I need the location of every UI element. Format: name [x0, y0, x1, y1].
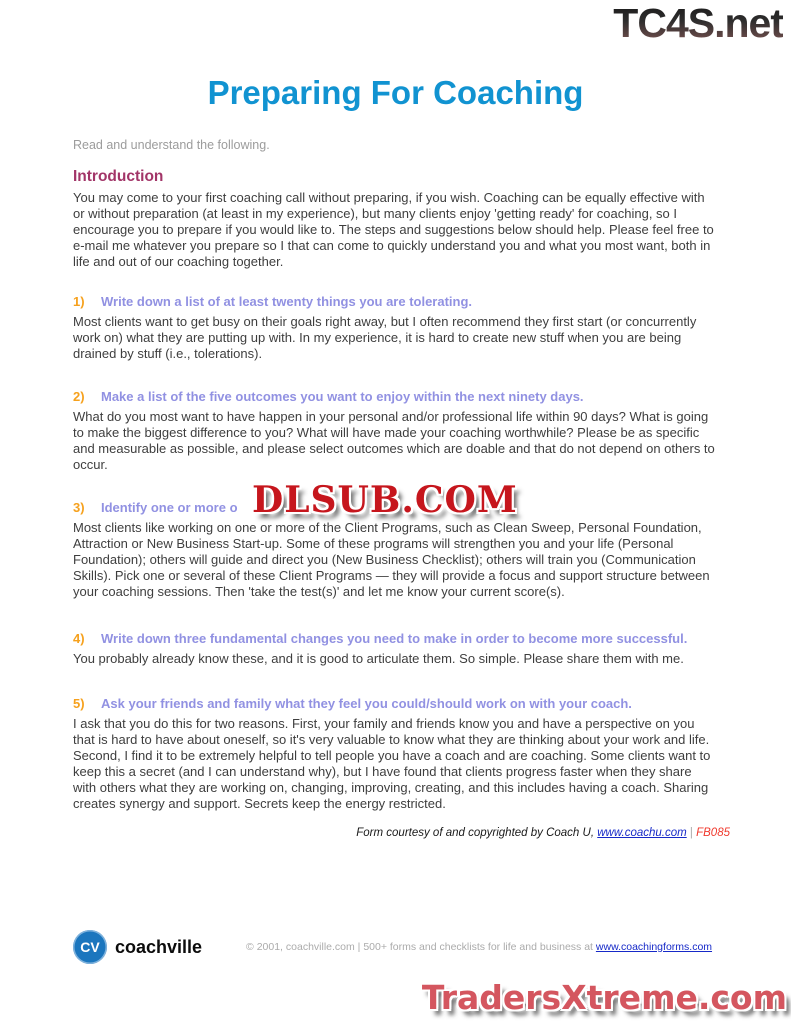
item-2-heading: [73, 388, 718, 405]
item-4-number: 4): [73, 631, 85, 646]
introduction-heading: Introduction: [73, 168, 164, 185]
footer-copy-text: © 2001, coachville.com | 500+ forms and checklists for life and business at: [246, 941, 596, 953]
tc4s-logo: TC4S.net: [613, 0, 783, 46]
list-item-4: [73, 630, 718, 667]
item-4-paragraph: You probably already know these, and it is good to articulate them. So simple. Please share them with me.: [73, 651, 684, 666]
instruction-note: Read and understand the following.: [73, 138, 270, 152]
item-2-heading-text: Make a list of the five outcomes you want to enjoy within the next ninety days.: [101, 389, 584, 404]
item-1-number: 1): [73, 294, 85, 309]
footer: [73, 930, 731, 964]
item-1-heading-text: Write down a list of at least twenty things you are tolerating.: [101, 294, 473, 309]
page-title: Preparing For Coaching: [207, 74, 584, 111]
dlsub-watermark: DLSUB.COM: [252, 479, 518, 521]
list-item-2: [73, 388, 718, 473]
item-2-paragraph: What do you most want to have happen in your personal and/or professional life within 90 days? What is going to make the biggest difference to you? What will have made your coaching worthwhile? Please be as specific and measurable as possible, and please select outcomes which are doable and that do not depend on others to occur.: [73, 409, 715, 472]
item-5-heading: [73, 695, 718, 712]
coachville-logo-icon: CV: [73, 930, 107, 964]
item-3-number: 3): [73, 500, 85, 515]
coachingforms-link[interactable]: www.coachingforms.com: [595, 941, 713, 953]
item-3-heading-text: Identify one or more o: [101, 500, 238, 515]
list-item-1: [73, 293, 718, 362]
item-1-paragraph: Most clients want to get busy on their goals right away, but I often recommend they first start (or concurrently work on) what they are putting up with. In my experience, it is hard to create new stuff when you are being drained by stuff (i.e., tolerations).: [73, 314, 697, 361]
item-5-paragraph: I ask that you do this for two reasons. First, your family and friends know you and have a perspective on you that is hard to have about oneself, so it's very valuable to know what they are thinking about your work and life. Second, I find it to be extremely helpful to tell people you have a coach and are coaching. Some clients want to keep this a secret (and I can understand why), but I have found that clients progress faster when they share with others what they are working on, changing, improving, creating, and this includes having a coach. Sharing creates synergy and support. Secrets keep the energy restricted.: [73, 716, 711, 811]
item-2-number: 2): [73, 389, 85, 404]
form-code: FB085: [696, 827, 730, 839]
item-5-number: 5): [73, 696, 85, 711]
attribution-separator: |: [686, 827, 697, 839]
tradersxtreme-watermark: TradersXtreme.com: [421, 978, 787, 1017]
item-3-paragraph: Most clients like working on one or more of the Client Programs, such as Clean Sweep, Personal Foundation, Attraction or New Business Start-up. Some of these programs will strengthen you and your life (Personal Foundation); others will guide and direct you (New Business Checklist); others will train you (Communication Skills). Pick one or several of these Client Programs — they will provide a focus and support structure between your coaching sessions. Then 'take the test(s)' and let me know your current score(s).: [73, 520, 710, 599]
list-item-5: [73, 695, 718, 812]
coachville-logo-text: coachville: [115, 936, 203, 957]
introduction-paragraph: You may come to your first coaching call without preparing, if you wish. Coaching can be equally effective with or without preparation (at least in my experience), but many clients enjoy 'getting ready' for coaching, so I encourage you to prepare if you would like to. The steps and suggestions below should help. Please feel free to e-mail me whatever you prepare so I that can come to quickly understand you and what you most want, both in life and out of our coaching together.: [73, 190, 714, 269]
footer-copyright: [246, 940, 712, 954]
item-5-heading-text: Ask your friends and family what they feel you could/should work on with your coach.: [101, 696, 632, 711]
attribution-text: Form courtesy of and copyrighted by Coach U,: [356, 827, 598, 839]
item-4-heading: [73, 630, 718, 647]
attribution-line: [85, 826, 730, 840]
item-4-heading-text: Write down three fundamental changes you need to make in order to become more successful.: [101, 631, 688, 646]
coachu-link[interactable]: www.coachu.com: [597, 827, 687, 839]
item-1-heading: [73, 293, 718, 310]
